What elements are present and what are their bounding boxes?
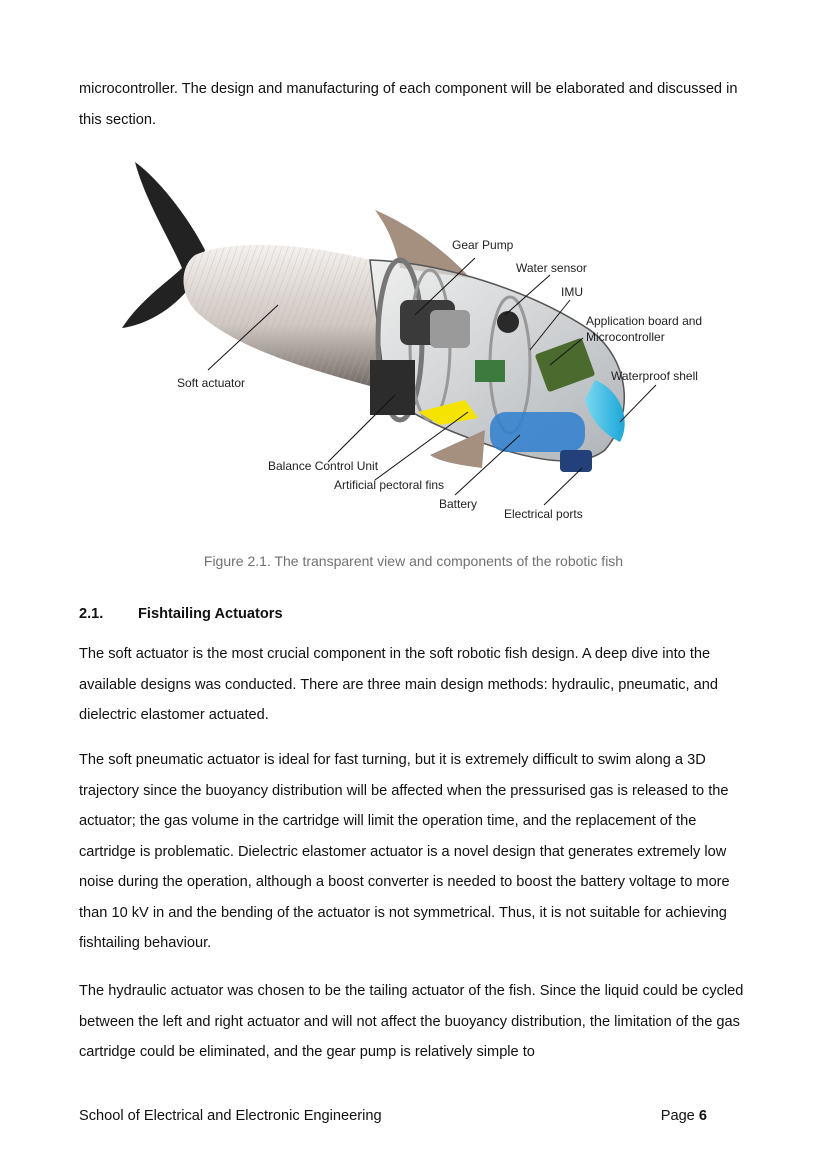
label-water-sensor: Water sensor xyxy=(516,261,587,275)
label-app-board-1: Application board and xyxy=(586,314,703,328)
footer-school: School of Electrical and Electronic Engineering xyxy=(79,1108,382,1124)
water-sensor-part xyxy=(497,311,519,333)
paragraph-3: The hydraulic actuator was chosen to be the tailing actuator of the fish. Since the liquid could be cycled between the left and right actuator and will not affect the buoyancy distribution, the limitation of the gas cartridge could be eliminated, and the gear pump is relatively simple to xyxy=(79,983,744,1060)
robotic-fish-figure xyxy=(100,150,740,535)
electrical-ports-part xyxy=(560,450,592,472)
figure-caption: Figure 2.1. The transparent view and components of the robotic fish xyxy=(203,553,624,569)
balance-control-part xyxy=(370,360,415,415)
robotic-fish-illustration xyxy=(100,150,740,535)
label-soft-actuator: Soft actuator xyxy=(177,376,246,390)
label-gear-pump: Gear Pump xyxy=(452,238,514,252)
section-title: Fishtailing Actuators xyxy=(138,606,283,622)
footer-page-label: Page xyxy=(660,1108,695,1124)
section-heading xyxy=(79,606,283,622)
battery-part xyxy=(490,412,585,452)
label-pectoral-fins: Artificial pectoral fins xyxy=(334,478,445,492)
paragraph-1: The soft actuator is the most crucial component in the soft robotic fish design. A deep dive into the available designs was conducted. There are three main design methods: hydraulic, pneumatic, and dielectric elastomer actuated. xyxy=(79,646,718,723)
footer-page-number: 6 xyxy=(698,1108,707,1124)
intro-paragraph: microcontroller. The design and manufacturing of each component will be elaborated and discussed in this section. xyxy=(79,81,738,128)
footer-page xyxy=(661,1108,707,1124)
section-number: 2.1. xyxy=(79,606,104,622)
paragraph-2: The soft pneumatic actuator is ideal for fast turning, but it is extremely difficult to swim along a 3D trajectory since the buoyancy distribution will be affected when the pressurised gas is released to the actuator; the gas volume in the cartridge will limit the operation time, and the replacement of the cartridge is problematic. Dielectric elastomer actuator is a novel design that generates extremely low noise during the operation, although a boost converter is needed to boost the battery voltage to more than 10 kV in and the bending of the actuator is not symmetrical. Thus, it is not suitable for achieving fishtailing behaviour. xyxy=(79,752,730,951)
pectoral-fin-lower xyxy=(430,430,485,468)
page-footer xyxy=(79,1108,707,1124)
label-waterproof-shell: Waterproof shell xyxy=(611,369,698,383)
label-balance-control: Balance Control Unit xyxy=(268,459,379,473)
label-electrical-ports: Electrical ports xyxy=(504,507,583,521)
label-imu: IMU xyxy=(561,285,583,299)
label-battery: Battery xyxy=(439,497,478,511)
label-app-board-2: Microcontroller xyxy=(586,330,665,344)
